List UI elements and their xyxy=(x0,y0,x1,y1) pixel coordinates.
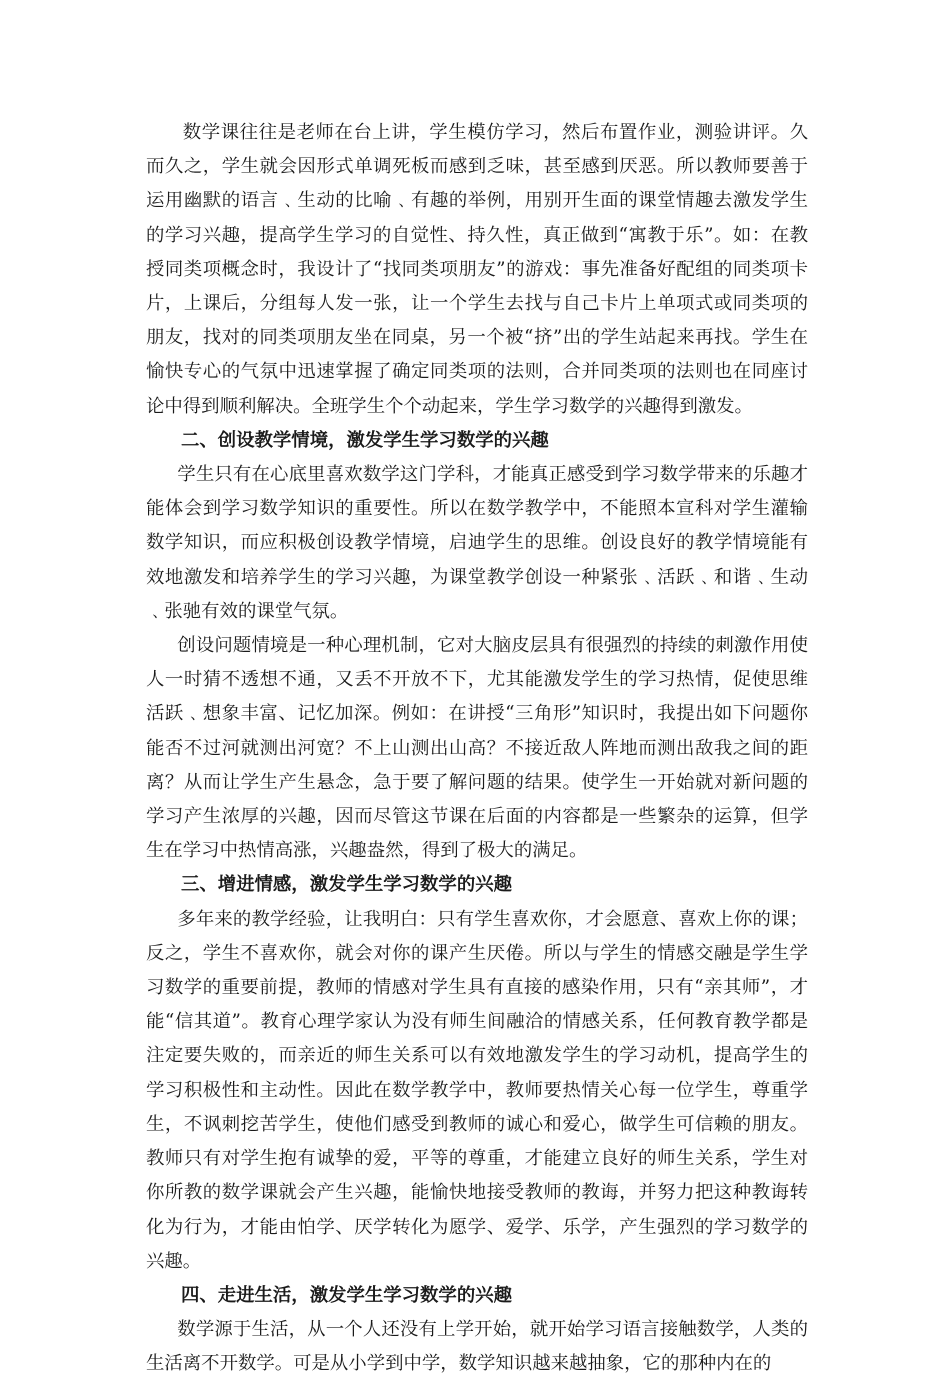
paragraph-section-2a: 学生只有在心底里喜欢数学这门学科，才能真正感受到学习数学带来的乐趣才能体会到学习数学知识的重要性。所以在数学教学中，不能照本宣科对学生灌输数学知识，而应积极创设教学情境，启迪学生的思维。创设良好的教学情境能有效地激发和培养学生的学习兴趣，为课堂教学创设一种紧张﹑活跃﹑和谐﹑生动﹑张驰有效的课堂气氛。 xyxy=(146,464,808,622)
section-heading-4: 四、走进生活，激发学生学习数学的兴趣 xyxy=(180,1284,512,1306)
paragraph-intro: 数学课往往是老师在台上讲，学生模仿学习，然后布置作业，测验讲评。久而久之，学生就会因形式单调死板而感到乏味，甚至感到厌恶。所以教师要善于运用幽默的语言﹑生动的比喻﹑有趣的举例，用别开生面的课堂情趣去激发学生的学习兴趣，提高学生学习的自觉性、持久性，真正做到“寓教于乐”。如：在教授同类项概念时，我设计了“找同类项朋友”的游戏：事先准备好配组的同类项卡片，上课后，分组每人发一张，让一个学生去找与自己卡片上单项式或同类项的朋友，找对的同类项朋友坐在同桌，另一个被“挤”出的学生站起来再找。学生在愉快专心的气氛中迅速掌握了确定同类项的法则，合并同类项的法则也在同座讨论中得到顺利解决。全班学生个个动起来，学生学习数学的兴趣得到激发。 xyxy=(146,122,808,417)
paragraph-section-2b: 创设问题情境是一种心理机制，它对大脑皮层具有很强烈的持续的刺激作用使人一时猜不透想不通，又丢不开放不下，尤其能激发学生的学习热情，促使思维活跃﹑想象丰富、记忆加深。例如：在讲授“三角形”知识时，我提出如下问题你能否不过河就测出河宽？不上山测出山高？不接近敌人阵地而测出敌我之间的距离？从而让学生产生悬念，急于要了解问题的结果。使学生一开始就对新问题的学习产生浓厚的兴趣，因而尽管这节课在后面的内容都是一些繁杂的运算，但学生在学习中热情高涨，兴趣盎然，得到了极大的满足。 xyxy=(146,635,808,862)
section-heading-2: 二、创设教学情境，激发学生学习数学的兴趣 xyxy=(180,429,549,451)
paragraph-section-4: 数学源于生活，从一个人还没有上学开始，就开始学习语言接触数学，人类的生活离不开数学。可是从小学到中学，数学知识越来越抽象，它的那种内在的 xyxy=(146,1319,808,1375)
section-heading-3: 三、增进情感，激发学生学习数学的兴趣 xyxy=(180,874,512,896)
document-body xyxy=(146,116,808,1382)
paragraph-section-3: 多年来的教学经验，让我明白：只有学生喜欢你，才会愿意、喜欢上你的课；反之，学生不喜欢你，就会对你的课产生厌倦。所以与学生的情感交融是学生学习数学的重要前提，教师的情感对学生具有直接的感染作用，只有“亲其师”，才能“信其道”。教育心理学家认为没有师生间融洽的情感关系，任何教育教学都是注定要失败的，而亲近的师生关系可以有效地激发学生的学习动机，提高学生的学习积极性和主动性。因此在数学教学中，教师要热情关心每一位学生，尊重学生，不讽刺挖苦学生，使他们感受到教师的诚心和爱心，做学生可信赖的朋友。教师只有对学生抱有诚挚的爱，平等的尊重，才能建立良好的师生关系，学生对你所教的数学课就会产生兴趣，能愉快地接受教师的教诲，并努力把这种教诲转化为行为，才能由怕学、厌学转化为愿学、爱学、乐学，产生强烈的学习数学的兴趣。 xyxy=(146,908,808,1272)
